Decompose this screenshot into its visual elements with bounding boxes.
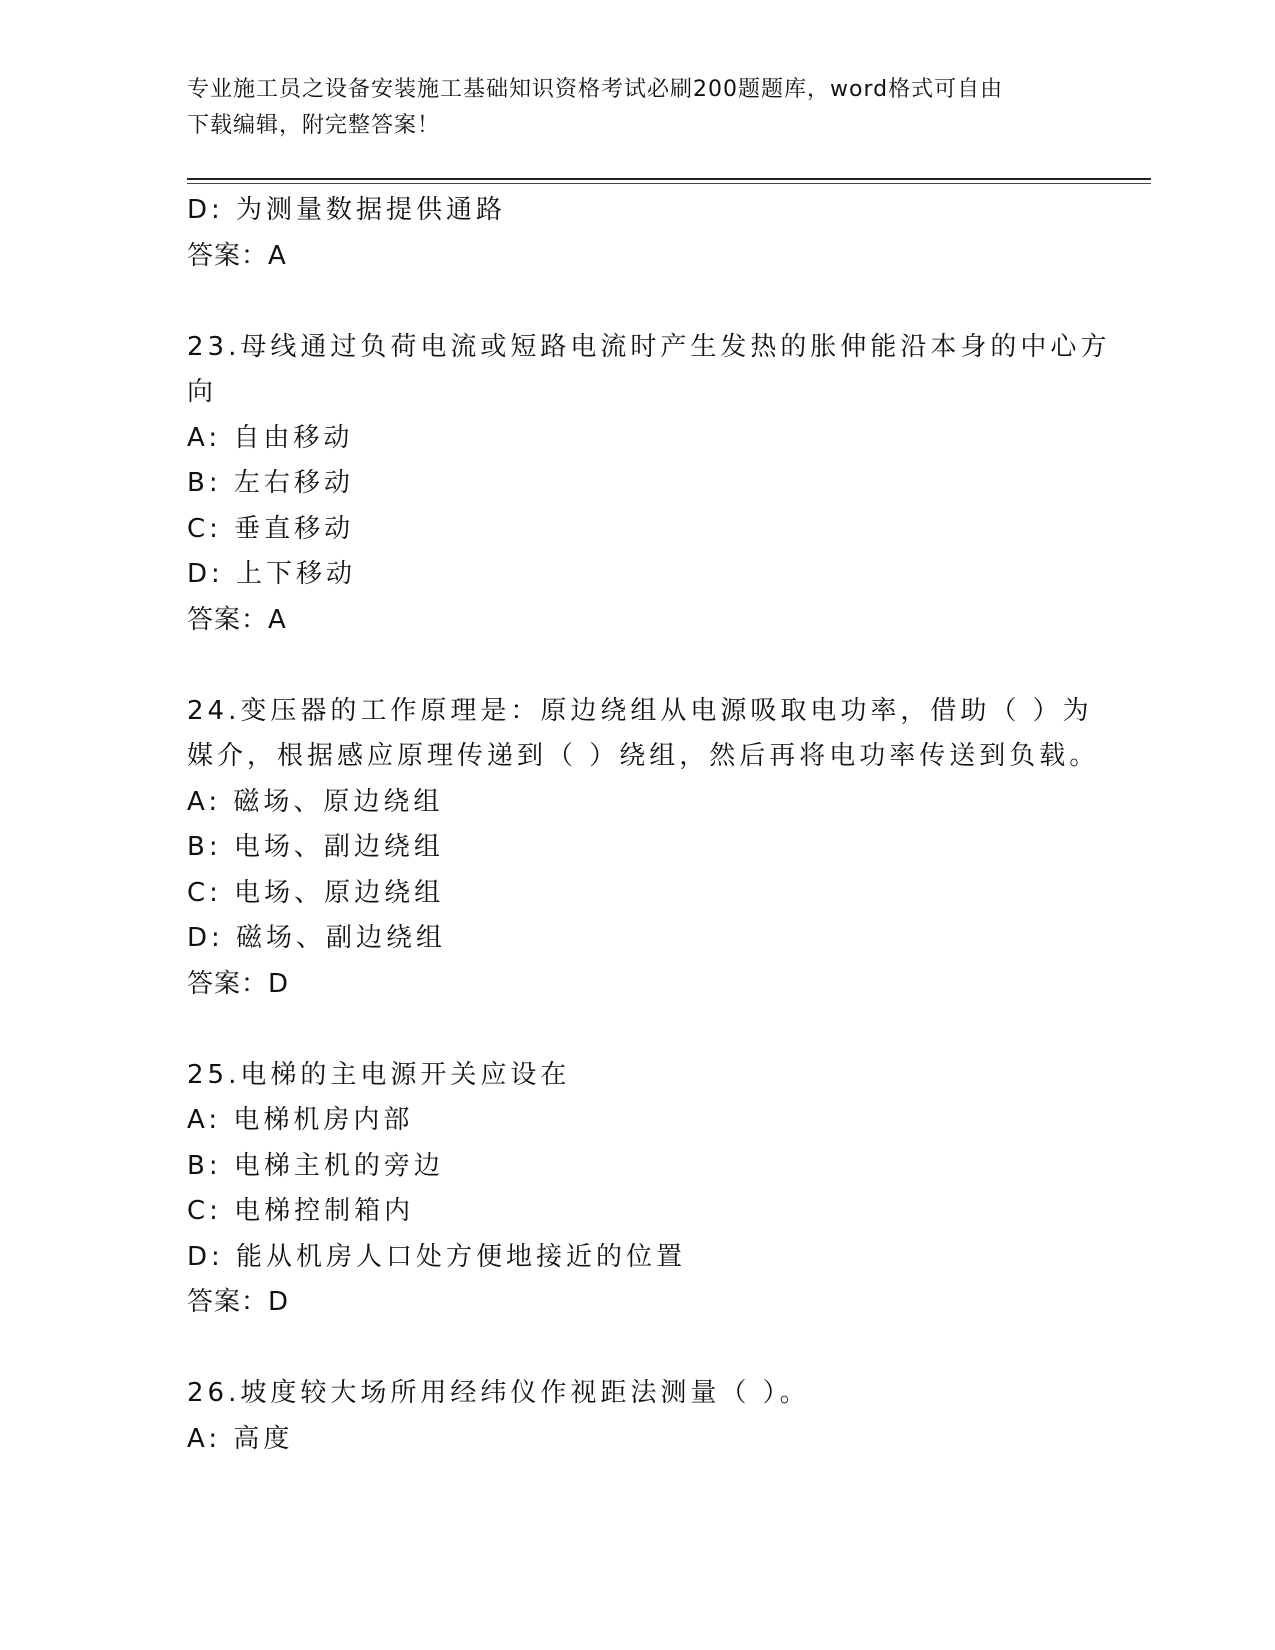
question-24 [187,689,1100,1008]
question-23 [187,325,1111,644]
option-b: B: 左右移动 [187,468,354,498]
option-a: A: 磁场、原边绕组 [187,786,444,817]
answer-line: 答案：D [187,1287,290,1317]
header-line-1: 专业施工员之设备安装施工基础知识资格考试必刷200题题库，word格式可自由 [187,77,1004,102]
answer-line: 答案：A [187,240,287,271]
question-list [187,188,1111,1462]
question-stem: 26.坡度较大场所用经纬仪作视距法测量（ ）。 [187,1378,810,1408]
header-line-2: 下载编辑，附完整答案！ [187,113,441,138]
question-25 [187,1053,1087,1326]
header-divider-thin [187,183,1151,184]
question-stem-continued: 向 [187,377,218,407]
option-c: C: 垂直移动 [187,513,355,544]
option-c: C: 电梯控制箱内 [187,1196,415,1226]
document-header [187,72,1087,144]
question-stem: 24.变压器的工作原理是：原边绕组从电源吸取电功率，借助（ ）为 [187,695,1093,726]
option-d: D: 磁场、副边绕组 [187,923,447,953]
header-divider-thick [187,178,1151,180]
option-d: D: 为测量数据提供通路 [187,195,507,225]
question-stem: 23.母线通过负荷电流或短路电流时产生发热的胀伸能沿本身的中心方 [187,331,1111,362]
question-stem: 25.电梯的主电源开关应设在 [187,1059,571,1090]
option-b: B: 电梯主机的旁边 [187,1150,444,1181]
answer-line: 答案：D [187,968,290,999]
option-c: C: 电场、原边绕组 [187,877,445,908]
previous-question-tail [187,188,1087,279]
option-d: D: 能从机房人口处方便地接近的位置 [187,1241,687,1272]
option-a: A: 电梯机房内部 [187,1105,414,1135]
option-b: B: 电场、副边绕组 [187,832,444,862]
option-d: D: 上下移动 [187,559,357,589]
question-26 [187,1371,1087,1462]
option-a: A: 高度 [187,1423,294,1454]
option-a: A: 自由移动 [187,422,354,453]
answer-line: 答案：A [187,604,287,635]
question-stem-continued: 媒介，根据感应原理传递到（ ）绕组，然后再将电功率传送到负载。 [187,741,1100,771]
